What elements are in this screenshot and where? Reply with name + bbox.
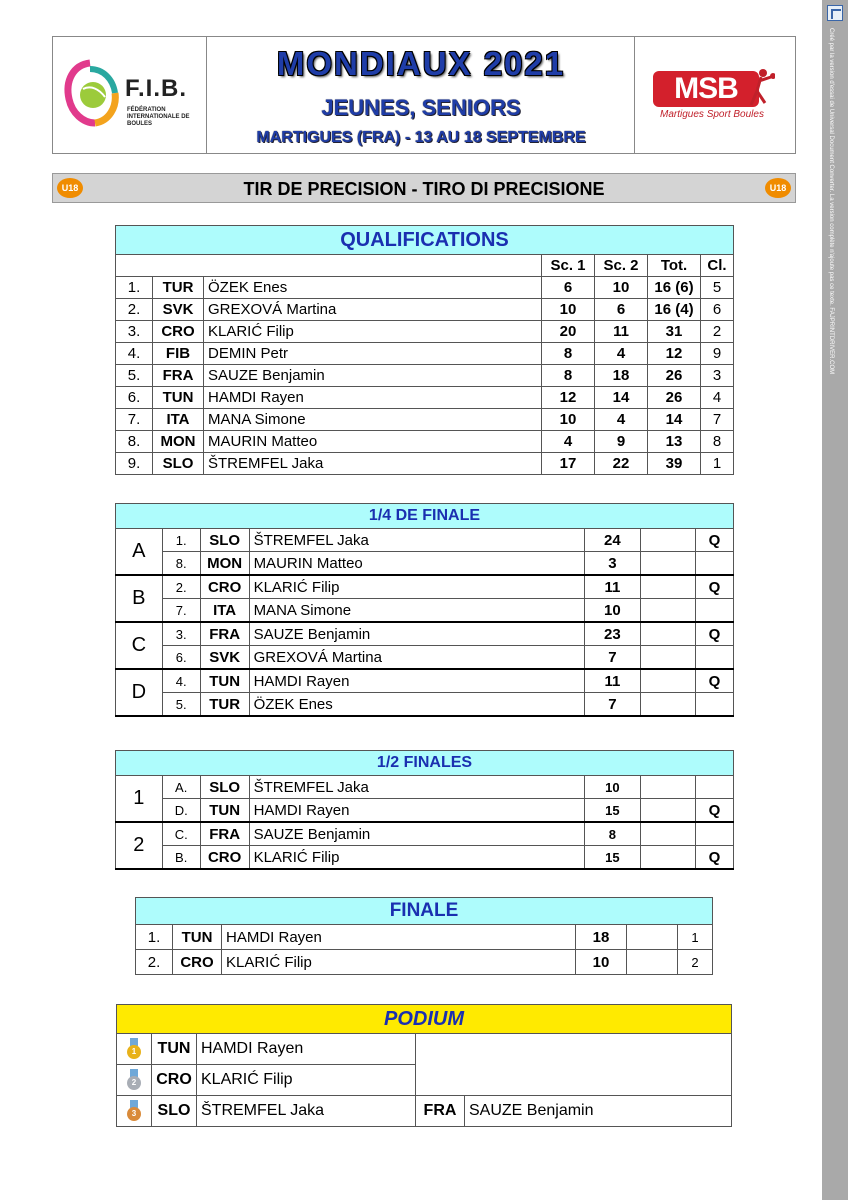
score-2: 9 [595, 431, 648, 453]
boules-player-icon [747, 67, 775, 107]
player-name: SAUZE Benjamin [249, 622, 585, 646]
country-code: CRO [200, 846, 249, 870]
total-score: 26 [648, 365, 701, 387]
match-score: 11 [585, 575, 640, 599]
col-sc2: Sc. 2 [595, 255, 648, 277]
blank-cell [640, 822, 695, 846]
fib-logo [53, 37, 207, 153]
gold-medal-icon: 1 [117, 1034, 152, 1065]
row-number: 7. [116, 409, 153, 431]
player-name: ŠTREMFEL Jaka [249, 776, 585, 799]
country-code: TUN [200, 799, 249, 823]
score-2: 6 [595, 299, 648, 321]
seed: 6. [162, 646, 200, 670]
group-label: A [116, 529, 163, 576]
classification: 6 [701, 299, 734, 321]
table-row [116, 776, 734, 799]
group-label: D [116, 669, 163, 716]
table-row [116, 575, 734, 599]
player-name: KLARIĆ Filip [222, 950, 576, 975]
match-score: 10 [585, 599, 640, 623]
player-name: GREXOVÁ Martina [204, 299, 542, 321]
player-name: HAMDI Rayen [249, 799, 585, 823]
blank-cell [640, 776, 695, 799]
classification: 4 [701, 387, 734, 409]
blank-cell [640, 599, 695, 623]
seed: 4. [162, 669, 200, 693]
player-name: MANA Simone [204, 409, 542, 431]
blank-cell [627, 925, 678, 950]
blank-cell [640, 622, 695, 646]
qualifications-title: QUALIFICATIONS [116, 226, 734, 255]
table-row [116, 822, 734, 846]
player-name: MAURIN Matteo [249, 552, 585, 576]
gold-country: TUN [152, 1034, 197, 1065]
table-row [116, 321, 734, 343]
qualified-mark [695, 646, 733, 670]
u18-badge-right: U18 [765, 178, 791, 198]
group-label: 1 [116, 776, 163, 823]
country-code: FRA [153, 365, 204, 387]
country-code: TUN [173, 925, 222, 950]
classification: 7 [701, 409, 734, 431]
player-name: SAUZE Benjamin [204, 365, 542, 387]
match-score: 15 [585, 846, 640, 870]
match-score: 24 [585, 529, 640, 552]
pdf-icon [827, 5, 843, 21]
score-1: 8 [542, 365, 595, 387]
country-code: FRA [200, 622, 249, 646]
blank-cell [640, 575, 695, 599]
score-2: 22 [595, 453, 648, 475]
player-name: HAMDI Rayen [222, 925, 576, 950]
event-title: TIR DE PRECISION - TIRO DI PRECISIONE [243, 179, 605, 199]
country-code: FIB [153, 343, 204, 365]
qualified-mark: Q [695, 529, 733, 552]
table-row [116, 622, 734, 646]
final-rank: 1 [678, 925, 713, 950]
player-name: HAMDI Rayen [204, 387, 542, 409]
table-row [116, 846, 734, 870]
seed: 8. [162, 552, 200, 576]
table-row [116, 299, 734, 321]
blank-cell [640, 693, 695, 717]
country-code: ITA [200, 599, 249, 623]
qualified-mark [695, 552, 733, 576]
event-location: MARTIGUES (FRA) - 13 AU 18 SEPTEMBRE [256, 129, 586, 146]
table-row [116, 277, 734, 299]
side-watermark-bar [822, 0, 848, 1200]
player-name: ÖZEK Enes [249, 693, 585, 717]
country-code: SLO [200, 776, 249, 799]
qualified-mark [695, 776, 733, 799]
score-2: 18 [595, 365, 648, 387]
player-name: ÖZEK Enes [204, 277, 542, 299]
table-row [136, 950, 713, 975]
final-score: 18 [576, 925, 627, 950]
final-title: FINALE [136, 898, 713, 925]
score-1: 10 [542, 409, 595, 431]
table-row [116, 387, 734, 409]
row-number: 2. [116, 299, 153, 321]
match-score: 7 [585, 646, 640, 670]
bronze-medal-icon: 3 [117, 1096, 152, 1127]
country-code: TUN [153, 387, 204, 409]
seed: D. [162, 799, 200, 823]
classification: 5 [701, 277, 734, 299]
fib-logo-text: F.I.B. [125, 75, 188, 102]
qualified-mark [695, 599, 733, 623]
country-code: CRO [153, 321, 204, 343]
classification: 3 [701, 365, 734, 387]
podium-gold-row [117, 1034, 732, 1065]
country-code: CRO [200, 575, 249, 599]
table-row [116, 365, 734, 387]
match-score: 8 [585, 822, 640, 846]
classification: 8 [701, 431, 734, 453]
col-sc1: Sc. 1 [542, 255, 595, 277]
blank-cell [640, 846, 695, 870]
table-row [116, 669, 734, 693]
score-1: 17 [542, 453, 595, 475]
country-code: SLO [153, 453, 204, 475]
classification: 2 [701, 321, 734, 343]
silver-country: CRO [152, 1065, 197, 1096]
table-row [116, 646, 734, 670]
table-row [116, 431, 734, 453]
blank-cell [640, 669, 695, 693]
score-1: 4 [542, 431, 595, 453]
bronze-country-1: SLO [152, 1096, 197, 1127]
row-number: 5. [116, 365, 153, 387]
group-label: 2 [116, 822, 163, 869]
silver-medal-icon: 2 [117, 1065, 152, 1096]
seed: 1. [162, 529, 200, 552]
country-code: CRO [173, 950, 222, 975]
seed: A. [162, 776, 200, 799]
country-code: FRA [200, 822, 249, 846]
classification: 1 [701, 453, 734, 475]
table-row [116, 552, 734, 576]
match-score: 7 [585, 693, 640, 717]
qualified-mark: Q [695, 669, 733, 693]
blank-cell [640, 529, 695, 552]
total-score: 13 [648, 431, 701, 453]
total-score: 31 [648, 321, 701, 343]
player-name: MAURIN Matteo [204, 431, 542, 453]
quarterfinals-table [115, 503, 734, 717]
match-score: 3 [585, 552, 640, 576]
podium-bronze-row [117, 1096, 732, 1127]
country-code: TUR [153, 277, 204, 299]
score-1: 8 [542, 343, 595, 365]
semifinals-table [115, 750, 734, 870]
final-score: 10 [576, 950, 627, 975]
seed: 7. [162, 599, 200, 623]
col-cl: Cl. [701, 255, 734, 277]
bronze-name-1: ŠTREMFEL Jaka [197, 1096, 416, 1127]
msb-logo [634, 37, 795, 153]
score-1: 10 [542, 299, 595, 321]
match-score: 10 [585, 776, 640, 799]
player-name: ŠTREMFEL Jaka [204, 453, 542, 475]
row-number: 8. [116, 431, 153, 453]
match-score: 11 [585, 669, 640, 693]
player-name: KLARIĆ Filip [249, 575, 585, 599]
blank-cell [640, 552, 695, 576]
total-score: 16 (6) [648, 277, 701, 299]
score-2: 4 [595, 409, 648, 431]
table-row [116, 529, 734, 552]
group-label: B [116, 575, 163, 622]
qualified-mark: Q [695, 575, 733, 599]
fib-swirl-icon [61, 59, 119, 129]
row-number: 3. [116, 321, 153, 343]
country-code: TUN [200, 669, 249, 693]
blank-cell [627, 950, 678, 975]
fib-logo-subtext: FÉDÉRATION INTERNATIONALE DE BOULES [127, 107, 190, 127]
row-number: 9. [116, 453, 153, 475]
page-title: MONDIAUX 2021 [276, 45, 566, 82]
final-table [135, 897, 713, 975]
bronze-name-2: SAUZE Benjamin [465, 1096, 732, 1127]
player-name: KLARIĆ Filip [249, 846, 585, 870]
msb-logo-text: MSB [653, 71, 759, 107]
seed: 3. [162, 622, 200, 646]
col-tot: Tot. [648, 255, 701, 277]
country-code: MON [153, 431, 204, 453]
semifinals-title: 1/2 FINALES [116, 751, 734, 776]
country-code: SVK [153, 299, 204, 321]
page-subtitle: JEUNES, SENIORS [321, 95, 521, 120]
qualified-mark [695, 822, 733, 846]
total-score: 16 (4) [648, 299, 701, 321]
podium-table [116, 1004, 732, 1127]
seed: C. [162, 822, 200, 846]
msb-logo-subtext: Martigues Sport Boules [660, 109, 764, 120]
classification: 9 [701, 343, 734, 365]
score-2: 10 [595, 277, 648, 299]
quarterfinals-title: 1/4 DE FINALE [116, 504, 734, 529]
seed: 2. [162, 575, 200, 599]
table-row [136, 925, 713, 950]
blank-cell [640, 646, 695, 670]
qualified-mark: Q [695, 799, 733, 823]
score-1: 6 [542, 277, 595, 299]
qualified-mark [695, 693, 733, 717]
score-1: 20 [542, 321, 595, 343]
player-name: GREXOVÁ Martina [249, 646, 585, 670]
qualified-mark: Q [695, 622, 733, 646]
seed: B. [162, 846, 200, 870]
final-rank: 2 [678, 950, 713, 975]
score-2: 4 [595, 343, 648, 365]
score-1: 12 [542, 387, 595, 409]
seed: 5. [162, 693, 200, 717]
country-code: MON [200, 552, 249, 576]
blank-cell [640, 799, 695, 823]
watermark-text: Créé par la version d'essai de Universal Document Converter. La version complète n'ajoute pas ce texte. FAJPRINTDRIVER.COM [828, 28, 834, 375]
gold-name: HAMDI Rayen [197, 1034, 416, 1065]
row-number: 4. [116, 343, 153, 365]
player-name: HAMDI Rayen [249, 669, 585, 693]
silver-name: KLARIĆ Filip [197, 1065, 416, 1096]
player-name: MANA Simone [249, 599, 585, 623]
player-name: DEMIN Petr [204, 343, 542, 365]
score-2: 11 [595, 321, 648, 343]
country-code: SLO [200, 529, 249, 552]
row-number: 2. [136, 950, 173, 975]
match-score: 23 [585, 622, 640, 646]
table-row [116, 343, 734, 365]
bronze-country-2: FRA [416, 1096, 465, 1127]
row-number: 1. [116, 277, 153, 299]
total-score: 12 [648, 343, 701, 365]
event-title-bar [52, 173, 796, 203]
country-code: SVK [200, 646, 249, 670]
player-name: ŠTREMFEL Jaka [249, 529, 585, 552]
match-score: 15 [585, 799, 640, 823]
country-code: TUR [200, 693, 249, 717]
qualified-mark: Q [695, 846, 733, 870]
table-row [116, 799, 734, 823]
player-name: SAUZE Benjamin [249, 822, 585, 846]
table-row [116, 693, 734, 717]
group-label: C [116, 622, 163, 669]
document-header [52, 36, 796, 154]
table-row [116, 599, 734, 623]
row-number: 6. [116, 387, 153, 409]
table-row [116, 409, 734, 431]
total-score: 39 [648, 453, 701, 475]
country-code: ITA [153, 409, 204, 431]
qualifications-table [115, 225, 734, 475]
podium-title: PODIUM [117, 1005, 732, 1034]
u18-badge-left: U18 [57, 178, 83, 198]
total-score: 14 [648, 409, 701, 431]
row-number: 1. [136, 925, 173, 950]
player-name: KLARIĆ Filip [204, 321, 542, 343]
score-2: 14 [595, 387, 648, 409]
total-score: 26 [648, 387, 701, 409]
table-row [116, 453, 734, 475]
